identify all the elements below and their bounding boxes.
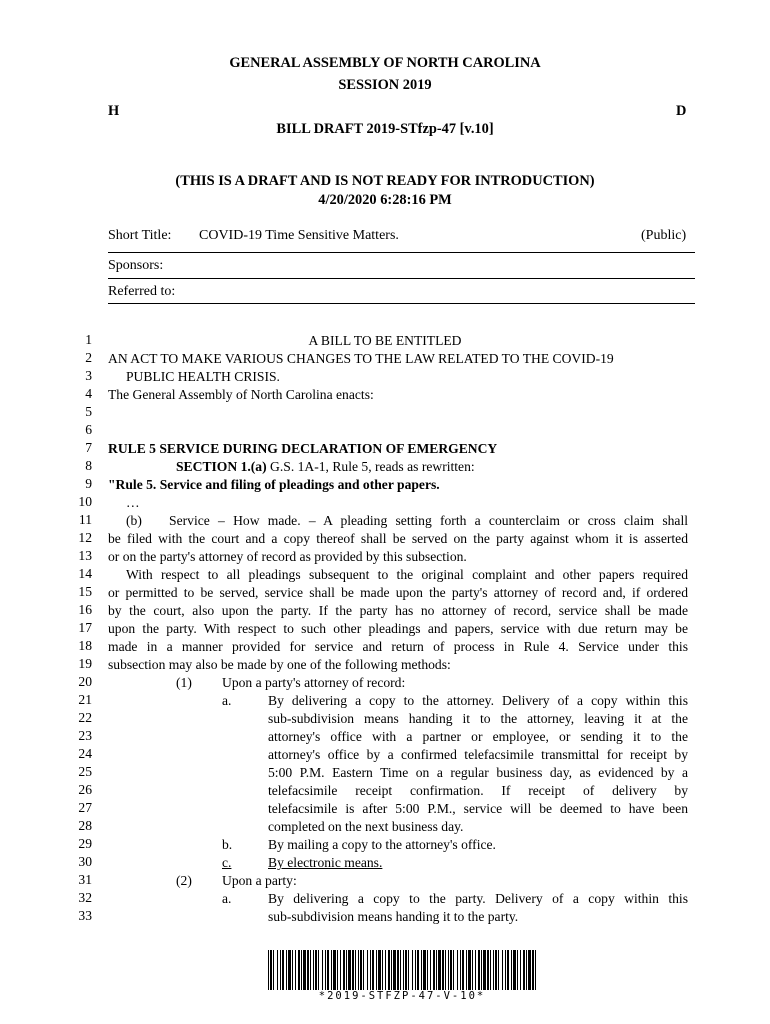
line-number: 14 <box>78 566 92 581</box>
enacting-clause: The General Assembly of North Carolina enacts: <box>108 387 374 402</box>
line-number: 3 <box>85 368 92 383</box>
line-number: 22 <box>78 710 92 725</box>
body-line: or permitted to be served, service shall be made upon the party's attorney of record and, if ordered <box>108 585 688 600</box>
line-number: 29 <box>78 836 92 851</box>
act-title: AN ACT TO MAKE VARIOUS CHANGES TO THE LAW RELATED TO THE COVID-19 <box>108 351 614 366</box>
body-line: With respect to all pleadings subsequent to the original complaint and other papers required <box>126 567 688 582</box>
section-line <box>176 458 475 476</box>
body-line: be filed with the court and a copy thereof shall be served on the party against whom it is asserted <box>108 531 688 546</box>
ellipsis: … <box>126 495 140 510</box>
body-line: or on the party's attorney of record as provided by this subsection. <box>108 549 467 564</box>
body-line: sub-subdivision means handing it to the party. <box>268 909 519 924</box>
session-heading: SESSION 2019 <box>338 77 432 93</box>
line-number: 21 <box>78 692 92 707</box>
line-number: 17 <box>78 620 92 635</box>
line-number: 33 <box>78 908 92 923</box>
act-title-cont: PUBLIC HEALTH CRISIS. <box>126 369 280 384</box>
sponsors-label: Sponsors: <box>108 258 164 273</box>
public-label: (Public) <box>641 228 687 243</box>
line-number: 12 <box>78 530 92 545</box>
body-line: upon the party. With respect to such other pleadings and papers, service with due return may be <box>108 621 688 636</box>
line-number: 11 <box>78 512 92 527</box>
body-line: By mailing a copy to the attorney's office. <box>268 837 496 852</box>
body-line: Upon a party: <box>222 873 297 888</box>
body-line: 5:00 P.M. Eastern Time on a regular business day, as evidenced by a <box>268 765 688 780</box>
body-line: sub-subdivision means handing it to the attorney, leaving it at the <box>268 711 688 726</box>
line-number: 5 <box>85 404 92 419</box>
bill-title: A BILL TO BE ENTITLED <box>308 333 462 348</box>
barcode <box>268 950 538 990</box>
subdivision-mark: (1) <box>176 675 192 690</box>
draft-timestamp: 4/20/2020 6:28:16 PM <box>318 192 452 208</box>
line-number: 4 <box>85 386 92 401</box>
inserted-text: By electronic means. <box>268 855 383 870</box>
line-number: 25 <box>78 764 92 779</box>
body-line: subsection may also be made by one of the following methods: <box>108 657 451 672</box>
line-number: 27 <box>78 800 92 815</box>
line-number: 1 <box>85 332 92 347</box>
line-number: 32 <box>78 890 92 905</box>
line-number: 31 <box>78 872 92 887</box>
subdivision-mark: b. <box>222 837 233 852</box>
subdivision-mark: a. <box>222 891 232 906</box>
short-title-value: COVID-19 Time Sensitive Matters. <box>199 228 399 243</box>
divider <box>108 252 695 253</box>
subdivision-mark: a. <box>222 693 232 708</box>
bill-draft-number: BILL DRAFT 2019-STfzp-47 [v.10] <box>276 121 494 137</box>
divider <box>108 278 695 279</box>
rule-heading: "Rule 5. Service and filing of pleadings and other papers. <box>108 477 440 492</box>
line-number: 28 <box>78 818 92 833</box>
chamber-left: H <box>108 103 120 119</box>
line-number: 2 <box>85 350 92 365</box>
line-number: 23 <box>78 728 92 743</box>
section-text: G.S. 1A-1, Rule 5, reads as rewritten: <box>270 459 475 474</box>
line-number: 9 <box>85 476 92 491</box>
body-line: (b) Service – How made. – A pleading setting forth a counterclaim or cross claim shall <box>126 513 688 528</box>
section-label: SECTION 1.(a) <box>176 459 267 474</box>
body-line: made in a manner provided for service and return of process in Rule 4. Service under this <box>108 639 688 654</box>
line-number: 26 <box>78 782 92 797</box>
line-number: 16 <box>78 602 92 617</box>
line-number: 24 <box>78 746 92 761</box>
barcode-text: *2019-STFZP-47-V-10* <box>318 990 486 1002</box>
subdivision-mark: (2) <box>176 873 192 888</box>
body-line: completed on the next business day. <box>268 819 464 834</box>
body-line: attorney's office with a partner or employee, or sending it to the <box>268 729 688 744</box>
body-line: By delivering a copy to the attorney. Delivery of a copy within this <box>268 693 688 708</box>
referred-label: Referred to: <box>108 284 176 299</box>
line-number: 18 <box>78 638 92 653</box>
body-line: By delivering a copy to the party. Delivery of a copy within this <box>268 891 688 906</box>
draft-notice: (THIS IS A DRAFT AND IS NOT READY FOR INTRODUCTION) <box>175 173 595 189</box>
subdivision-mark: c. <box>222 855 232 870</box>
line-number: 7 <box>85 440 92 455</box>
short-title-label: Short Title: <box>108 228 172 243</box>
line-number: 20 <box>78 674 92 689</box>
body-line: attorney's office by a confirmed telefacsimile transmittal for receipt by <box>268 747 688 762</box>
line-number: 6 <box>85 422 92 437</box>
line-number: 15 <box>78 584 92 599</box>
chamber-right: D <box>676 103 687 119</box>
line-number: 13 <box>78 548 92 563</box>
body-line: telefacsimile receipt confirmation. If receipt of delivery by <box>268 783 688 798</box>
line-number: 10 <box>78 494 92 509</box>
line-number: 30 <box>78 854 92 869</box>
body-line: telefacsimile is after 5:00 P.M., service will be deemed to have been <box>268 801 688 816</box>
body-line: Upon a party's attorney of record: <box>222 675 406 690</box>
line-number: 8 <box>85 458 92 473</box>
divider <box>108 303 695 304</box>
assembly-heading: GENERAL ASSEMBLY OF NORTH CAROLINA <box>229 55 541 71</box>
line-number: 19 <box>78 656 92 671</box>
part-heading: RULE 5 SERVICE DURING DECLARATION OF EMERGENCY <box>108 441 498 456</box>
body-line: by the court, also upon the party. If the party has no attorney of record, service shall be made <box>108 603 688 618</box>
